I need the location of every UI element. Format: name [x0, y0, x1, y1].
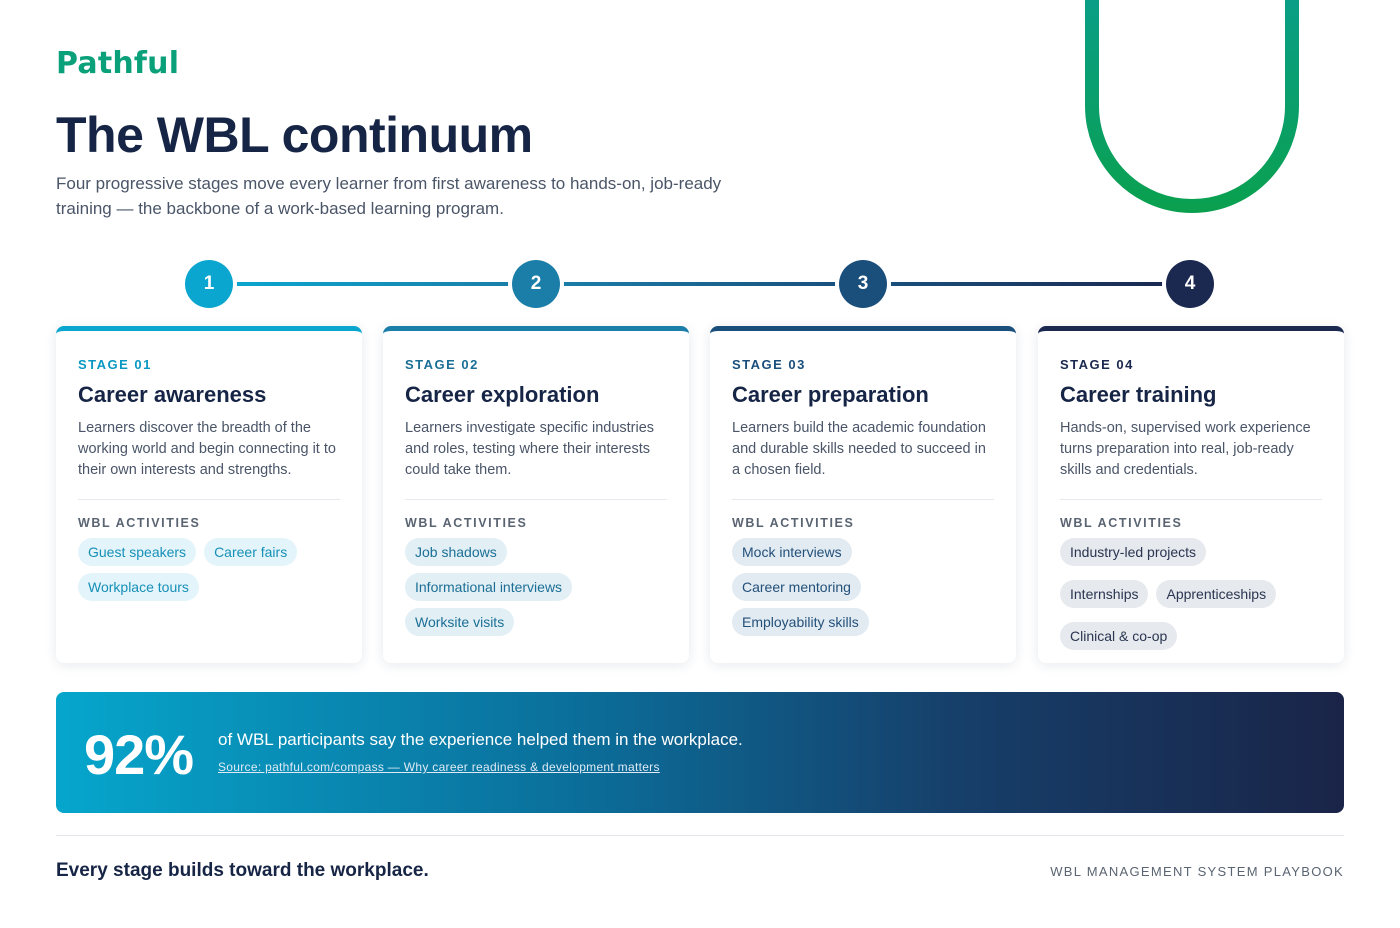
activity-pill: Employability skills: [732, 608, 869, 636]
activity-pill: Career mentoring: [732, 573, 861, 601]
activity-pill: Clinical & co-op: [1060, 622, 1177, 650]
stage-timeline: [0, 258, 1400, 310]
stage-label: STAGE 02: [405, 357, 479, 372]
activities-label: WBL ACTIVITIES: [1060, 516, 1183, 530]
timeline-connector: [232, 282, 514, 286]
stat-banner: [56, 692, 1344, 813]
activity-pill: Apprenticeships: [1156, 580, 1276, 608]
page-title: The WBL continuum: [56, 107, 533, 163]
stage-card-1: [56, 326, 362, 663]
stage-description: Learners discover the breadth of the working world and begin connecting it to their own interests and strengths.: [78, 418, 340, 500]
activity-pill: Job shadows: [405, 538, 507, 566]
stat-value: 92%: [84, 723, 194, 786]
activity-pill: Internships: [1060, 580, 1148, 608]
page-subtitle: Four progressive stages move every learner from first awareness to hands-on, job-ready training — the backbone of a work-based learning program.: [56, 174, 722, 218]
activity-pill: Industry-led projects: [1060, 538, 1206, 566]
stage-description: Learners investigate specific industries and roles, testing where their interests could take them.: [405, 418, 667, 500]
activity-list: [78, 538, 340, 601]
footer-tagline: Every stage builds toward the workplace.: [56, 860, 429, 881]
timeline-node-3: 3: [839, 260, 887, 308]
stage-cards: [56, 326, 1344, 663]
footer-playbook-label: WBL MANAGEMENT SYSTEM PLAYBOOK: [1050, 864, 1344, 879]
timeline-connector: [560, 282, 842, 286]
activity-pill: Workplace tours: [78, 573, 199, 601]
stat-description: of WBL participants say the experience helped them in the workplace.: [218, 730, 743, 749]
activities-label: WBL ACTIVITIES: [78, 516, 201, 530]
stage-description: Learners build the academic foundation and durable skills needed to succeed in a chosen field.: [732, 418, 994, 500]
stage-title: Career exploration: [405, 382, 600, 407]
stage-label: STAGE 03: [732, 357, 806, 372]
stage-card-2: [383, 326, 689, 663]
activities-label: WBL ACTIVITIES: [405, 516, 528, 530]
timeline-node-1: 1: [185, 260, 233, 308]
stage-card-3: [710, 326, 1016, 663]
activity-pill: Mock interviews: [732, 538, 852, 566]
stage-description: Hands-on, supervised work experience turns preparation into real, job-ready skills and credentials.: [1060, 418, 1322, 500]
timeline-node-2: 2: [512, 260, 560, 308]
source-link[interactable]: Source: pathful.com/compass — Why career readiness & development matters: [218, 760, 660, 774]
stage-title: Career training: [1060, 382, 1217, 407]
stage-card-4: [1038, 326, 1344, 663]
timeline-connector: [887, 282, 1169, 286]
stage-title: Career awareness: [78, 382, 267, 407]
activity-pill: Worksite visits: [405, 608, 514, 636]
activity-pill: Guest speakers: [78, 538, 196, 566]
activity-list: [405, 538, 667, 636]
stage-label: STAGE 04: [1060, 357, 1134, 372]
timeline-node-4: 4: [1166, 260, 1214, 308]
activity-pill: Informational interviews: [405, 573, 572, 601]
pathful-logo: Pathful: [56, 46, 180, 81]
stage-title: Career preparation: [732, 382, 929, 407]
footer-divider: [56, 835, 1344, 836]
activity-pill: Career fairs: [204, 538, 297, 566]
activity-list: [1060, 538, 1322, 650]
activity-list: [732, 538, 994, 636]
decorative-u-shape: [1085, 0, 1299, 214]
stage-label: STAGE 01: [78, 357, 152, 372]
activities-label: WBL ACTIVITIES: [732, 516, 855, 530]
